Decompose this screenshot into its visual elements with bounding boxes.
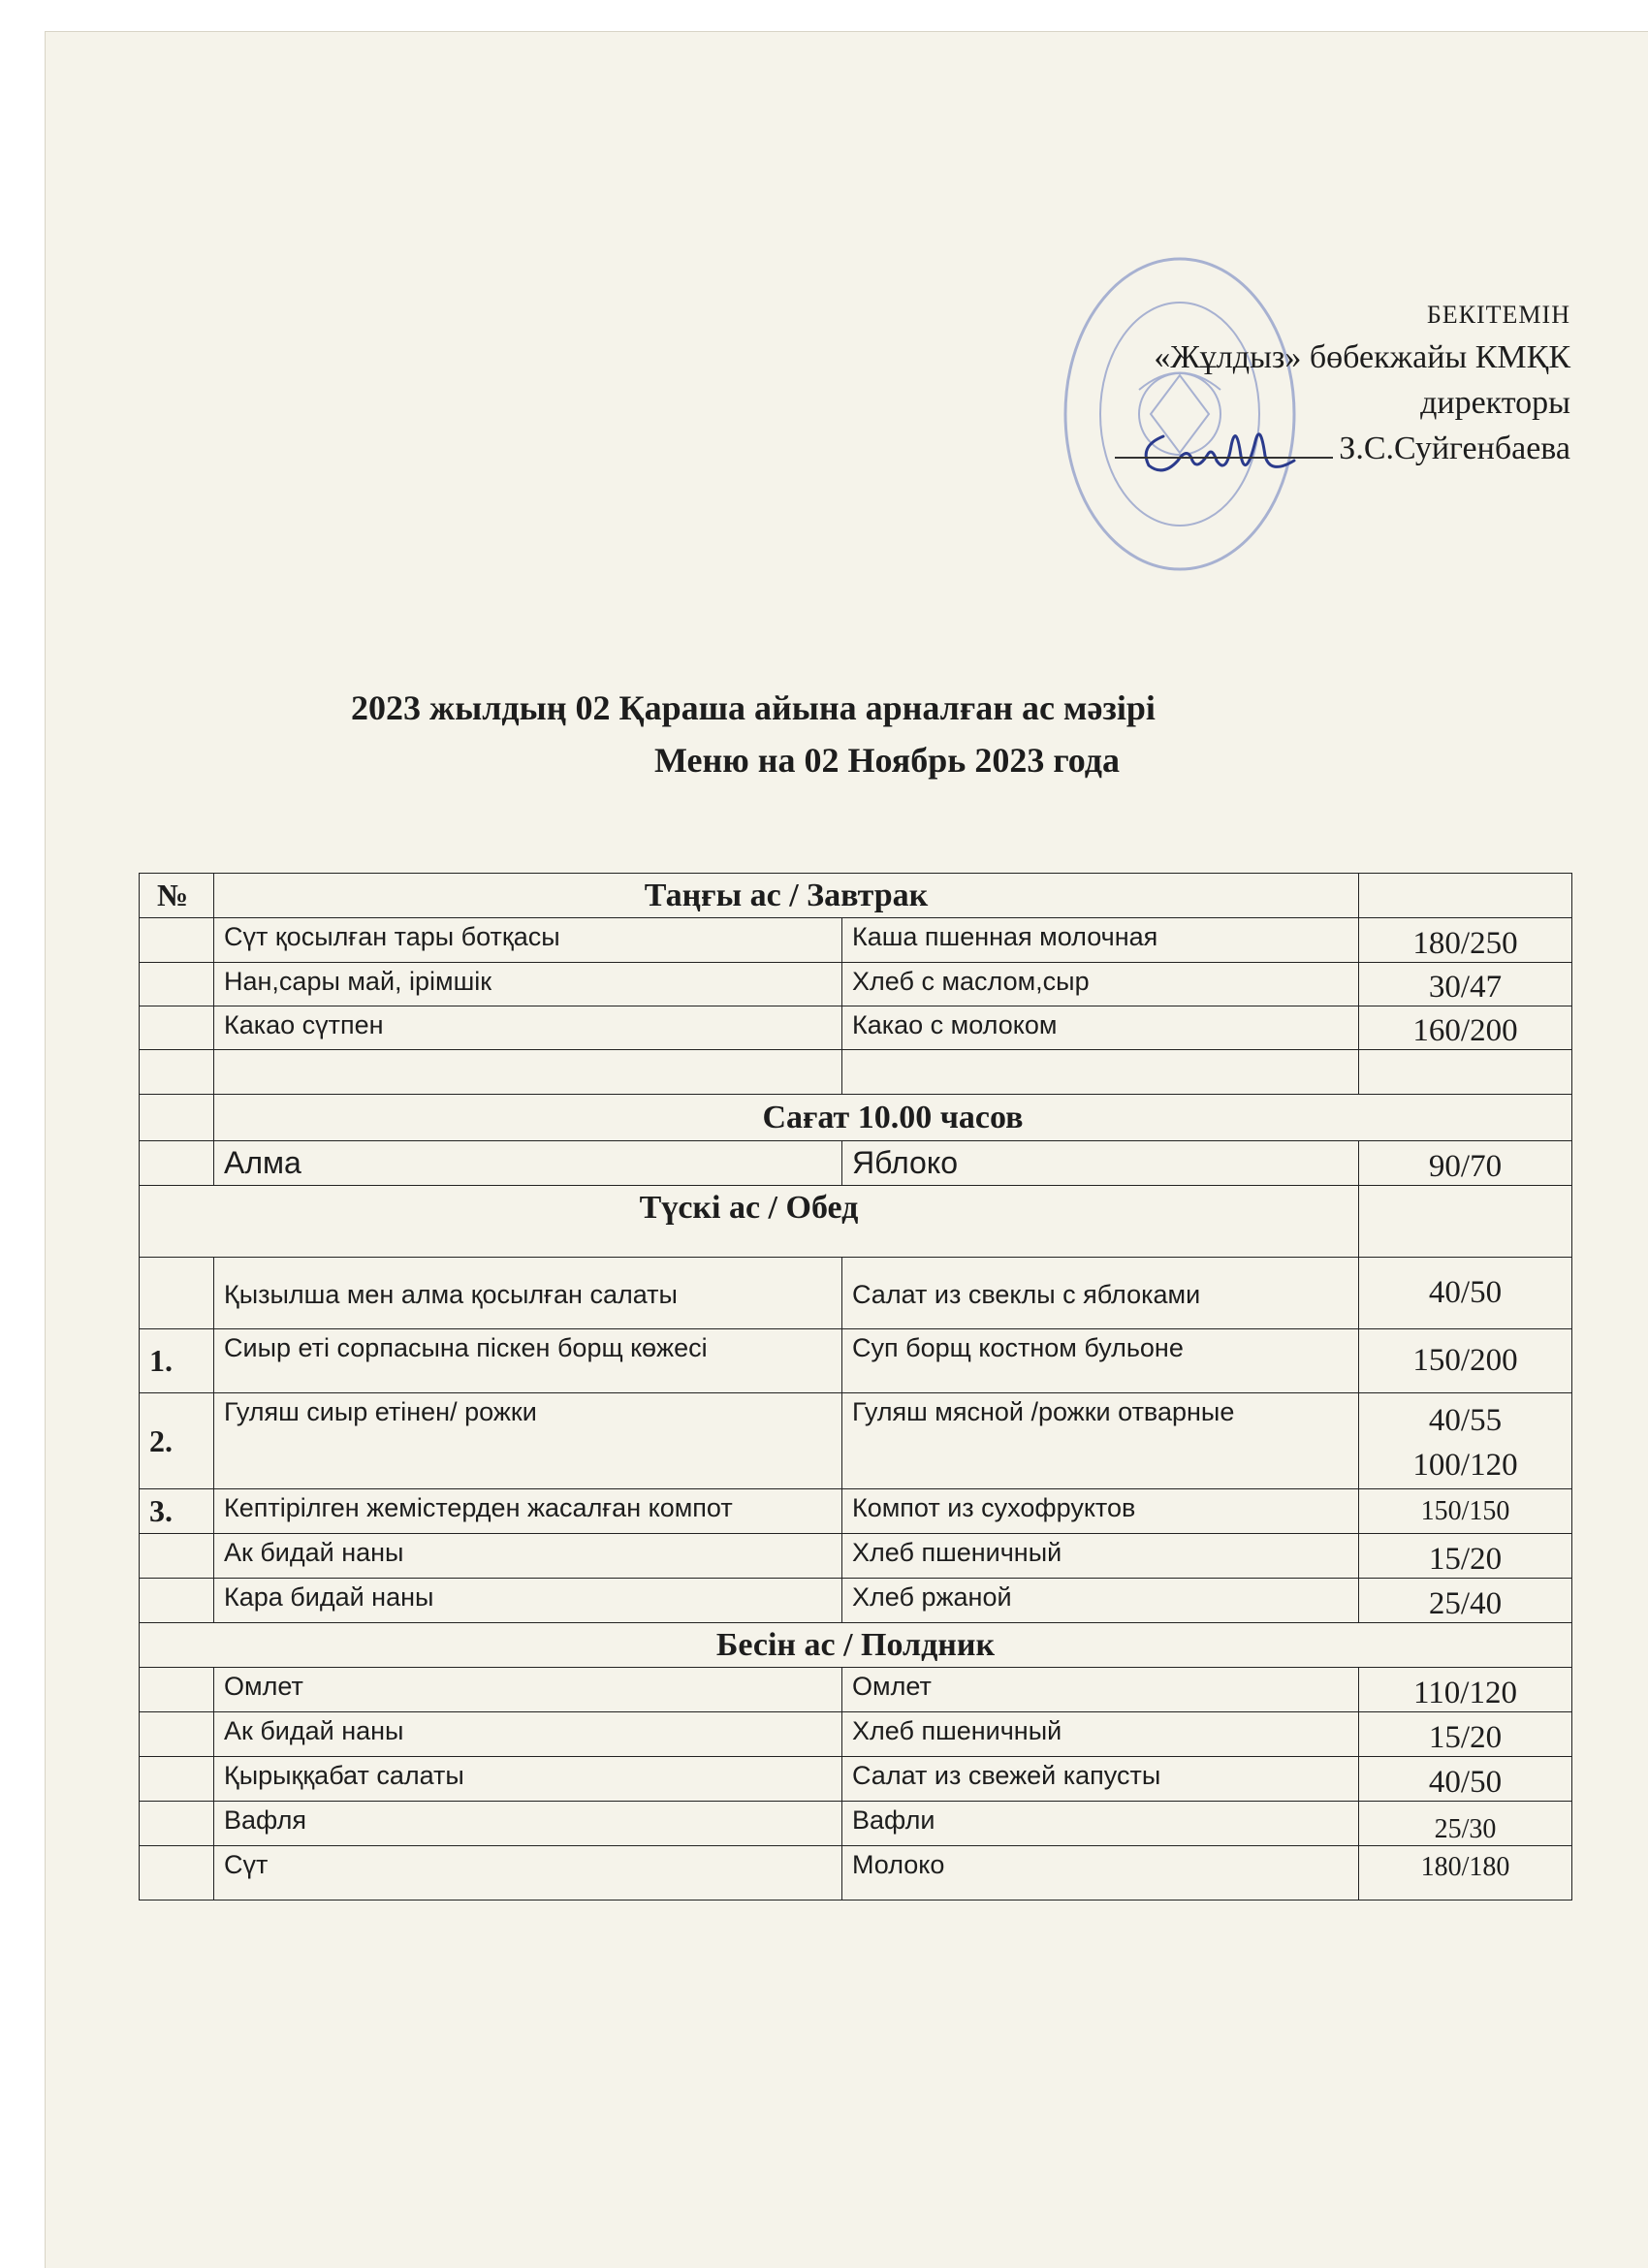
approval-position: директоры [1420,385,1570,421]
table-row [140,1393,1572,1489]
dish-ru: Компот из сухофруктов [842,1489,1359,1534]
dish-kz: Кара бидай наны [214,1579,842,1623]
dish-ru: Салат из свежей капусты [842,1757,1359,1802]
document-title [0,682,1648,786]
dish-ru: Хлеб с маслом,сыр [842,963,1359,1006]
dish-ru: Яблоко [842,1141,1359,1186]
dish-quantity: 25/40 [1359,1579,1572,1623]
dish-kz: Сүт қосылған тары ботқасы [214,918,842,963]
section-header-row [140,1095,1572,1141]
approval-organization: «Жұлдыз» бөбекжайы КМҚК [1154,339,1570,375]
dish-ru: Омлет [842,1668,1359,1712]
table-row [140,1712,1572,1757]
approval-name: З.С.Суйгенбаева [1339,431,1570,466]
dish-ru: Молоко [842,1846,1359,1901]
dish-ru: Вафли [842,1802,1359,1846]
dish-ru: Гуляш мясной /рожки отварные [842,1393,1359,1489]
dish-kz: Какао сүтпен [214,1006,842,1050]
dish-quantity: 40/50 [1359,1258,1572,1329]
row-number: 3. [140,1489,214,1534]
section-header-row [140,1186,1572,1258]
dish-kz: Вафля [214,1802,842,1846]
table-row [140,1579,1572,1623]
table-row [140,1141,1572,1186]
dish-kz: Сүт [214,1846,842,1901]
dish-quantity: 15/20 [1359,1712,1572,1757]
dish-quantity: 30/47 [1359,963,1572,1006]
section-header-row [140,1623,1572,1668]
menu-table [139,873,1572,1901]
dish-ru: Хлеб пшеничный [842,1712,1359,1757]
dish-ru: Суп борщ костном бульоне [842,1329,1359,1393]
title-ru: Меню на 02 Ноябрь 2023 года [654,741,1120,780]
dish-kz: Нан,сары май, ірімшік [214,963,842,1006]
dish-quantity: 180/250 [1359,918,1572,963]
table-row [140,1668,1572,1712]
table-row [140,1329,1572,1393]
dish-kz: Сиыр еті сорпасына піскен борщ көжесі [214,1329,842,1393]
dish-quantity: 150/150 [1359,1489,1572,1534]
table-row [140,1006,1572,1050]
dish-ru: Какао с молоком [842,1006,1359,1050]
dish-kz: Ак бидай наны [214,1712,842,1757]
dish-quantity: 40/50 [1359,1757,1572,1802]
afternoon-snack-header: Бесін ас / Полдник [140,1623,1572,1668]
table-row [140,1489,1572,1534]
dish-ru: Каша пшенная молочная [842,918,1359,963]
table-row [140,1258,1572,1329]
approval-heading: БЕКІТЕМІН [1426,301,1570,329]
row-number: 1. [140,1329,214,1393]
breakfast-header: Таңғы ас / Завтрак [214,874,1359,918]
dish-ru: Хлеб пшеничный [842,1534,1359,1579]
dish-kz: Қырыққабат салаты [214,1757,842,1802]
dish-quantity: 90/70 [1359,1141,1572,1186]
table-row [140,1846,1572,1901]
dish-kz: Кептірілген жемістерден жасалған компот [214,1489,842,1534]
lunch-header: Түскі ас / Обед [140,1186,1359,1258]
dish-kz: Омлет [214,1668,842,1712]
dish-ru: Хлеб ржаной [842,1579,1359,1623]
dish-quantity: 40/55 100/120 [1359,1393,1572,1489]
empty-row [140,1050,1572,1095]
dish-kz: Алма [214,1141,842,1186]
table-row [140,1534,1572,1579]
dish-kz: Гуляш сиыр етінен/ рожки [214,1393,842,1489]
dish-quantity: 110/120 [1359,1668,1572,1712]
dish-quantity: 160/200 [1359,1006,1572,1050]
dish-quantity: 15/20 [1359,1534,1572,1579]
table-row [140,918,1572,963]
table-row [140,1802,1572,1846]
dish-kz: Ак бидай наны [214,1534,842,1579]
table-header-row [140,874,1572,918]
title-kz: 2023 жылдың 02 Қараша айына арналған ас мәзірі [351,688,1156,727]
table-row [140,963,1572,1006]
table-row [140,1757,1572,1802]
dish-quantity: 180/180 [1359,1846,1572,1901]
dish-quantity: 150/200 [1359,1329,1572,1393]
dish-kz: Қызылша мен алма қосылған салаты [214,1258,842,1329]
row-number: 2. [140,1393,214,1489]
snack-10-header: Сағат 10.00 часов [214,1095,1572,1141]
dish-quantity: 25/30 [1359,1802,1572,1846]
dish-ru: Салат из свеклы с яблоками [842,1258,1359,1329]
signature-line [1115,428,1333,459]
approval-block [1028,296,1570,471]
number-column-header: № [140,874,214,918]
